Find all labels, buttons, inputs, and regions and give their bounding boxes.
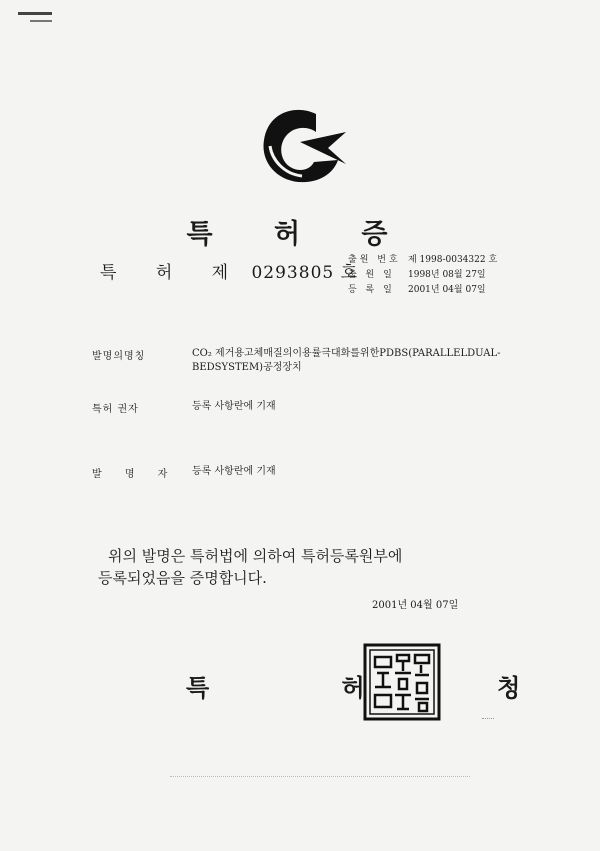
scan-artifact <box>170 776 470 777</box>
patentee-value: 등록 사항란에 기재 <box>192 401 276 412</box>
official-seal-icon <box>363 643 441 721</box>
application-meta <box>348 253 497 298</box>
issuing-office: 특 허 청 <box>186 673 583 702</box>
meta-row-registration-date: 등 록 일 2001년 04월 07일 <box>348 285 486 295</box>
invention-title-value: CO₂ 제거용고체매질의이용률극대화를위한PDBS(PARALLELDUAL-BEDSYSTEM)공정장치 <box>192 348 501 373</box>
certification-line-1: 위의 발명은 특허법에 의하여 특허등록원부에 <box>108 547 403 565</box>
patent-number <box>100 258 358 283</box>
scan-artifact <box>482 708 494 719</box>
patentee-label: 특허 권자 <box>92 404 139 415</box>
meta-row-application-number: 출원 번호 제 1998-0034322 호 <box>348 255 498 265</box>
invention-title-label: 발명의명칭 <box>92 351 146 362</box>
patent-number-label: 특 허 제 <box>100 263 246 283</box>
scan-artifact <box>18 12 52 15</box>
certification-line-2: 등록되었음을 증명합니다. <box>98 569 267 587</box>
kipo-emblem-icon <box>256 102 348 188</box>
meta-row-filing-date: 출 원 일 1998년 08월 27일 <box>348 270 486 280</box>
inventor-value: 등록 사항란에 기재 <box>192 466 276 477</box>
scan-artifact <box>30 20 52 22</box>
document-title: 특 허 증 <box>186 219 414 250</box>
patent-number-value: 0293805 호 <box>251 263 359 283</box>
issue-date: 2001년 04월 07일 <box>372 600 459 611</box>
certification-text <box>98 545 528 589</box>
inventor-label: 발 명 자 <box>92 469 178 480</box>
